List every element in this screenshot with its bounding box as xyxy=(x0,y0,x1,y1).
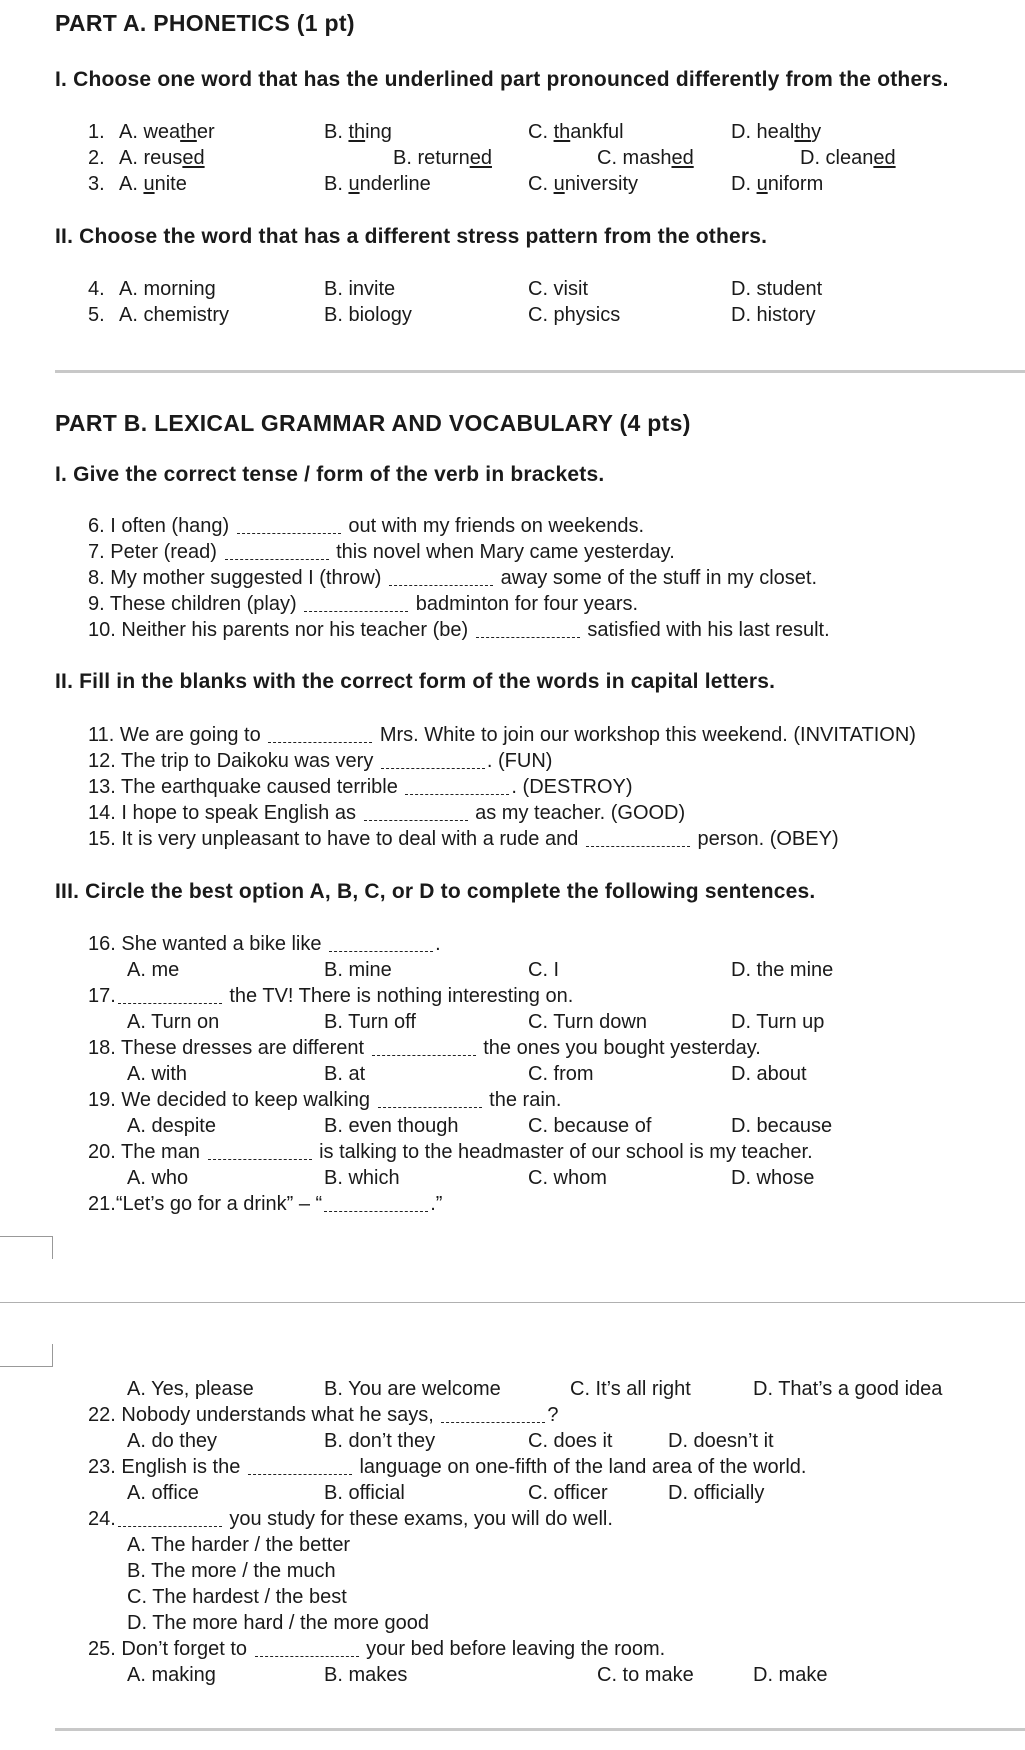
bottom-divider xyxy=(55,1728,1025,1731)
question-number: 12. xyxy=(88,750,116,772)
question-number: 22. xyxy=(88,1404,116,1426)
option-c[interactable]: C. officer xyxy=(528,1482,608,1504)
question-number: 20. xyxy=(88,1141,116,1163)
question-number: 4. xyxy=(88,278,105,300)
option-b[interactable]: B. don’t they xyxy=(324,1430,436,1452)
question-number: 2. xyxy=(88,147,105,169)
part-b-section-3-title: III. Circle the best option A, B, C, or D to complete the following sentences. xyxy=(55,880,816,903)
answer-blank[interactable] xyxy=(381,750,485,769)
answer-blank[interactable] xyxy=(225,541,329,560)
option-a[interactable]: A. morning xyxy=(119,278,216,300)
section-divider xyxy=(55,370,1025,373)
page-corner-mark xyxy=(0,1236,53,1259)
option-b[interactable]: B. The more / the much xyxy=(127,1560,336,1582)
option-b[interactable]: B. invite xyxy=(324,278,396,300)
question-number: 5. xyxy=(88,304,105,326)
option-d[interactable]: D. about xyxy=(731,1063,807,1085)
option-c[interactable]: C. because of xyxy=(528,1115,652,1137)
answer-blank[interactable] xyxy=(389,567,493,586)
answer-blank[interactable] xyxy=(364,802,468,821)
option-b[interactable]: B. mine xyxy=(324,959,392,981)
question-number: 19. xyxy=(88,1089,116,1111)
option-a[interactable]: A. reused xyxy=(119,147,205,169)
option-b[interactable]: B. You are welcome xyxy=(324,1378,501,1400)
option-b[interactable]: B. thing xyxy=(324,121,392,143)
option-d[interactable]: D. doesn’t it xyxy=(668,1430,774,1452)
answer-blank[interactable] xyxy=(268,724,372,743)
option-a[interactable]: A. The harder / the better xyxy=(127,1534,351,1556)
answer-blank[interactable] xyxy=(255,1638,359,1657)
option-d[interactable]: D. That’s a good idea xyxy=(753,1378,943,1400)
option-c[interactable]: C. I xyxy=(528,959,560,981)
answer-blank[interactable] xyxy=(304,593,408,612)
question-number: 1. xyxy=(88,121,105,143)
part-b-title: PART B. LEXICAL GRAMMAR AND VOCABULARY (4 pts) xyxy=(55,410,691,436)
question-number: 25. xyxy=(88,1638,116,1660)
answer-blank[interactable] xyxy=(324,1193,428,1212)
option-d[interactable]: D. history xyxy=(731,304,816,326)
question-number: 10. xyxy=(88,619,116,641)
option-a[interactable]: A. me xyxy=(127,959,180,981)
option-d[interactable]: D. student xyxy=(731,278,823,300)
question-number: 14. xyxy=(88,802,116,824)
question-number: 13. xyxy=(88,776,116,798)
option-c[interactable]: C. Turn down xyxy=(528,1011,647,1033)
option-c[interactable]: C. The hardest / the best xyxy=(127,1586,347,1608)
option-a[interactable]: A. unite xyxy=(119,173,187,195)
question-number: 24. xyxy=(88,1508,116,1530)
part-b-section-2-title: II. Fill in the blanks with the correct form of the words in capital letters. xyxy=(55,670,776,693)
option-b[interactable]: B. underline xyxy=(324,173,431,195)
option-c[interactable]: C. visit xyxy=(528,278,588,300)
part-a-section-1-title: I. Choose one word that has the underlined part pronounced differently from the others. xyxy=(55,68,949,91)
option-d[interactable]: D. make xyxy=(753,1664,828,1686)
page-break-line xyxy=(0,1302,1025,1303)
option-a[interactable]: A. making xyxy=(127,1664,216,1686)
answer-blank[interactable] xyxy=(405,776,509,795)
answer-blank[interactable] xyxy=(208,1141,312,1160)
option-a[interactable]: A. weather xyxy=(119,121,215,143)
question-number: 15. xyxy=(88,828,116,850)
option-a[interactable]: A. office xyxy=(127,1482,199,1504)
option-c[interactable]: C. It’s all right xyxy=(570,1378,691,1400)
question-number: 3. xyxy=(88,173,105,195)
option-c[interactable]: C. mashed xyxy=(597,147,694,169)
answer-blank[interactable] xyxy=(118,1508,222,1527)
option-d[interactable]: D. healthy xyxy=(731,121,822,143)
option-c[interactable]: C. from xyxy=(528,1063,594,1085)
question-number: 9. xyxy=(88,593,105,615)
option-a[interactable]: A. who xyxy=(127,1167,189,1189)
answer-blank[interactable] xyxy=(378,1089,482,1108)
worksheet-page: PART A. PHONETICS (1 pt) I. Choose one word that has the underlined part pronounced differently from the others. 1. A. weather B. thing C. thankful D. healthy 2. A. reused B. returned C. mashed D. cleaned 3. A. unite B. underline C. university D. uniform II. Choose the word that has a different stress pattern from the others. 4. A. morning B. invite C. visit D. student 5. A. chemistry B. biology C. physics D. history PART B. LEXICAL GRAMMAR AND VOCABULARY (4 pts) I. Give the correct tense / form of the verb in brackets. 6. I often (hang) out with my friends on weekends. 7. Peter (read) this novel when Mary came yesterday. 8. My mother suggested I (throw) away some of the stuff in my closet. 9. These children (play) badminton for four years. 10. Neither his parents nor his teacher (be) satisfied with his last result. II. Fill in the blanks with the correct form of the words in capital letters. 11. We are going to Mrs. White to join our workshop this weekend. (INVITATION) 12. The trip to Daikoku was very . (FUN) 13. The earthquake caused terrible . (DESTROY) 14. I hope to speak English as as my teacher. (GOOD) 15. It is very unpleasant to have to deal with a rude and person. (OBEY) III. Circle the best option A, B, C, or D to complete the following sentences. 16. She wanted a bike like . A. me B. mine C. I D. the mine 17. the TV! There is nothing interesting on. A. Turn on B. Turn off C. Turn down D. Turn up 18. These dresses are different the ones you bought yesterday. A. with B. at C. from D. about 19. We decided to keep walking the rain. A. despite B. even though C. because of D. because 20. The man is talking to the headmaster of our school is my teacher. A. who B. which C. whom D. whose 21.“Let’s go for a drink” – “ .” A. Yes, please B. You are welcome C. It’s all right D. That’s a good idea 22. Nobody understands what he says, ? A. do they B. don’t they C. does it D. doesn’t it 23. English is the language on one-fifth of the land area of the world. A. office B. official C. officer D. officially 24. you study for these exams, you will do well. A. The harder / the better B. The more / the much C. The hardest / the best D. The more hard / the more good 25. Don’t forget to your bed before leaving the room. A. making B. makes C. to make D. make xyxy=(0,0,1025,1750)
part-b-section-1-title: I. Give the correct tense / form of the verb in brackets. xyxy=(55,463,605,486)
option-c[interactable]: C. university xyxy=(528,173,639,195)
option-d[interactable]: D. uniform xyxy=(731,173,824,195)
option-a[interactable]: A. with xyxy=(127,1063,188,1085)
question-number: 17. xyxy=(88,985,116,1007)
answer-blank[interactable] xyxy=(329,933,433,952)
question-number: 11. xyxy=(88,724,115,746)
option-d[interactable]: D. officially xyxy=(668,1482,765,1504)
question-number: 21. xyxy=(88,1193,116,1215)
option-d[interactable]: D. the mine xyxy=(731,959,834,981)
option-b[interactable]: B. biology xyxy=(324,304,412,326)
option-d[interactable]: D. Turn up xyxy=(731,1011,825,1033)
option-a[interactable]: A. do they xyxy=(127,1430,218,1452)
answer-blank[interactable] xyxy=(476,619,580,638)
answer-blank[interactable] xyxy=(586,828,690,847)
option-a[interactable]: A. Yes, please xyxy=(127,1378,254,1400)
question-number: 8. xyxy=(88,567,105,589)
answer-blank[interactable] xyxy=(237,515,341,534)
option-d[interactable]: D. whose xyxy=(731,1167,815,1189)
option-c[interactable]: C. to make xyxy=(597,1664,694,1686)
option-c[interactable]: C. whom xyxy=(528,1167,607,1189)
option-c[interactable]: C. thankful xyxy=(528,121,624,143)
option-d[interactable]: D. because xyxy=(731,1115,833,1137)
answer-blank[interactable] xyxy=(372,1037,476,1056)
option-d[interactable]: D. The more hard / the more good xyxy=(127,1612,430,1634)
question-number: 7. xyxy=(88,541,105,563)
option-a[interactable]: A. despite xyxy=(127,1115,216,1137)
option-c[interactable]: C. physics xyxy=(528,304,621,326)
option-a[interactable]: A. chemistry xyxy=(119,304,230,326)
option-b[interactable]: B. returned xyxy=(393,147,492,169)
option-b[interactable]: B. official xyxy=(324,1482,405,1504)
option-b[interactable]: B. even though xyxy=(324,1115,459,1137)
question-number: 6. xyxy=(88,515,105,537)
option-b[interactable]: B. Turn off xyxy=(324,1011,416,1033)
answer-blank[interactable] xyxy=(118,985,222,1004)
page-corner-mark xyxy=(0,1344,53,1367)
part-a-section-2-title: II. Choose the word that has a different stress pattern from the others. xyxy=(55,225,768,248)
question-number: 18. xyxy=(88,1037,116,1059)
answer-blank[interactable] xyxy=(441,1404,545,1423)
option-b[interactable]: B. at xyxy=(324,1063,366,1085)
question-number: 23. xyxy=(88,1456,116,1478)
option-a[interactable]: A. Turn on xyxy=(127,1011,220,1033)
option-b[interactable]: B. which xyxy=(324,1167,400,1189)
part-a-title: PART A. PHONETICS (1 pt) xyxy=(55,10,355,36)
answer-blank[interactable] xyxy=(248,1456,352,1475)
question-number: 16. xyxy=(88,933,116,955)
option-b[interactable]: B. makes xyxy=(324,1664,408,1686)
option-d[interactable]: D. cleaned xyxy=(800,147,896,169)
option-c[interactable]: C. does it xyxy=(528,1430,613,1452)
